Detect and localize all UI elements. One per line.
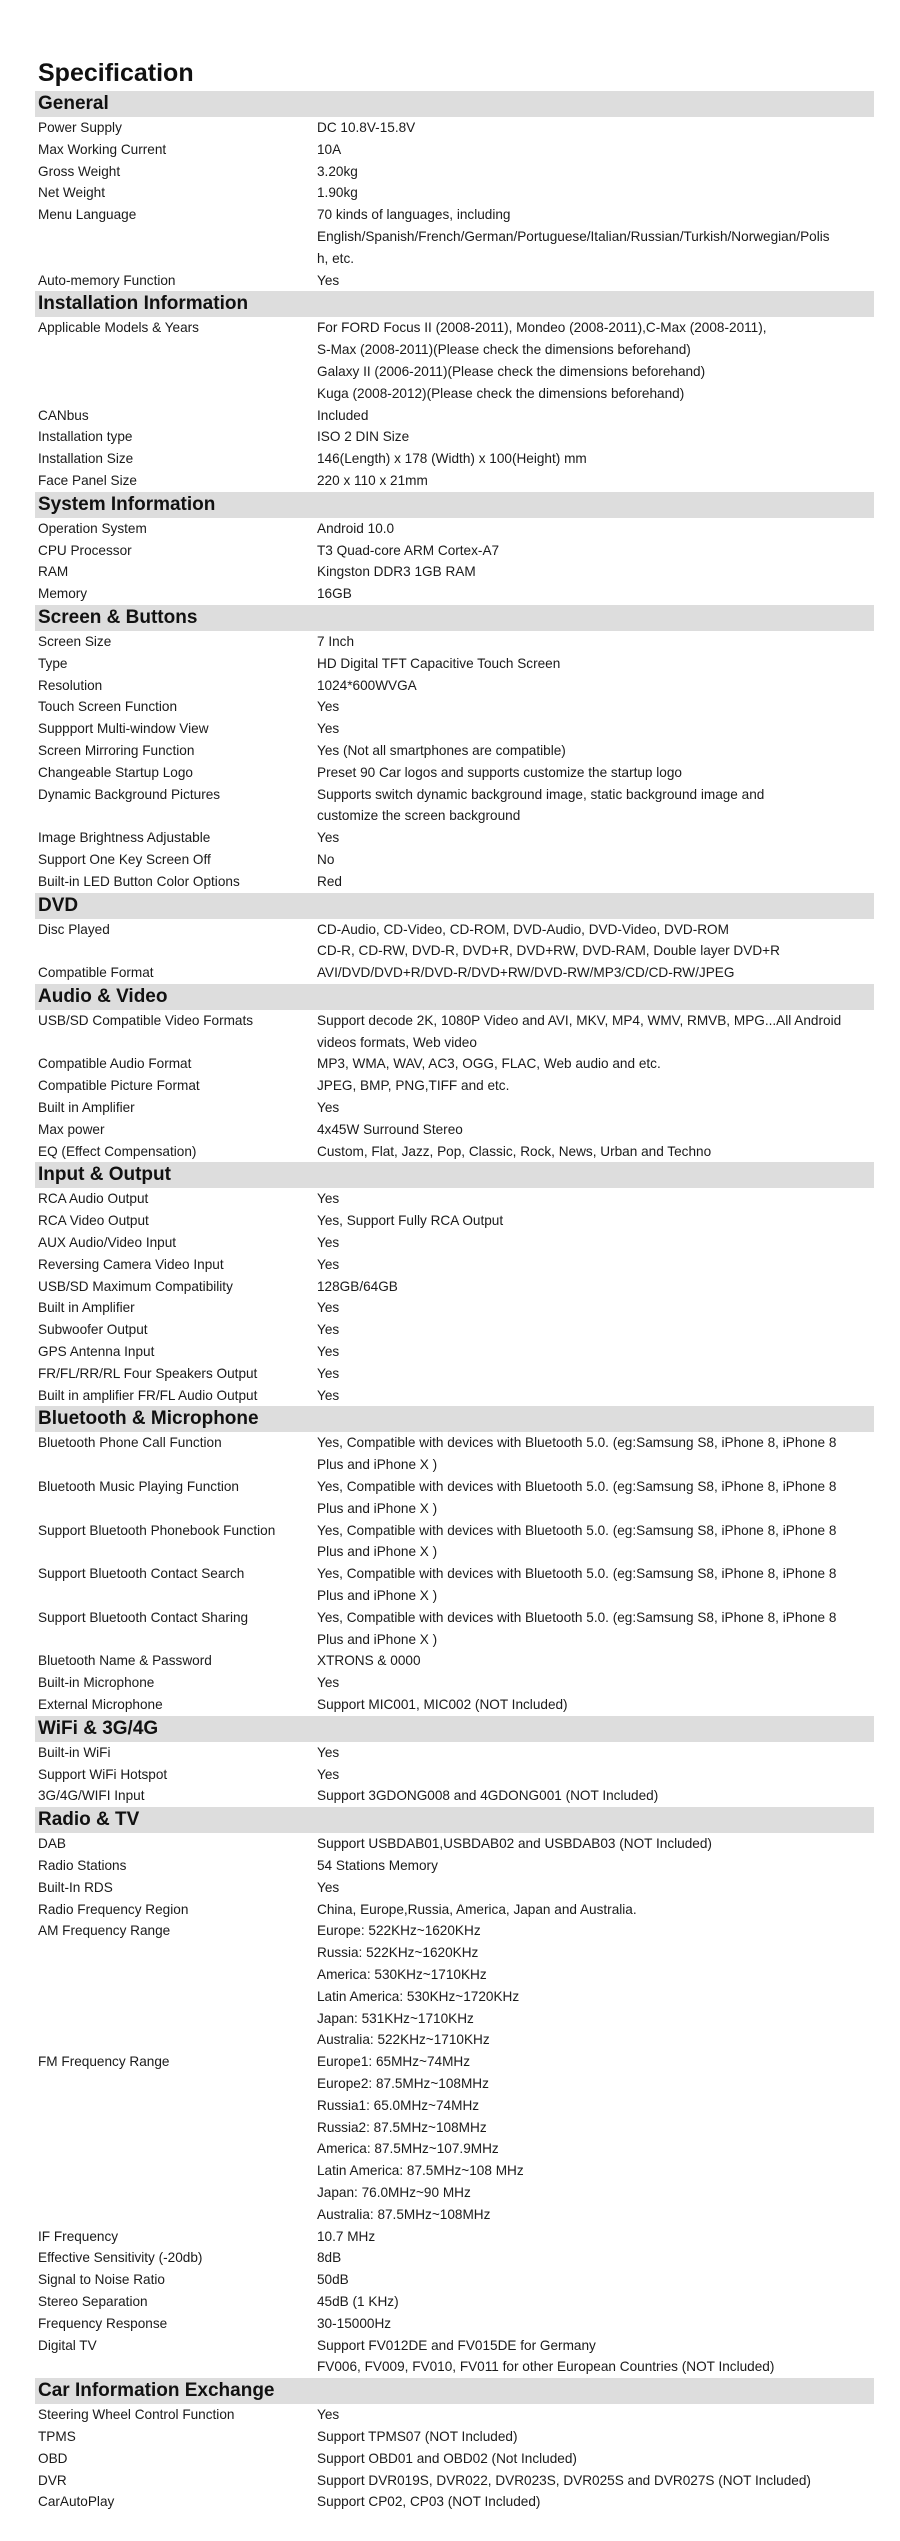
spec-table xyxy=(35,518,874,605)
spec-label: Image Brightness Adjustable xyxy=(38,830,211,846)
spec-section-general xyxy=(35,91,874,291)
spec-value: 1.90kg xyxy=(317,185,358,201)
page-title: Specification xyxy=(38,59,194,87)
spec-row xyxy=(35,1188,874,1210)
spec-label: Support One Key Screen Off xyxy=(38,851,211,867)
spec-value: Preset 90 Car logos and supports customize the startup logo xyxy=(317,764,682,780)
spec-value: Yes xyxy=(317,272,340,288)
spec-label: Type xyxy=(38,655,68,671)
spec-label: Bluetooth Music Playing Function xyxy=(38,1479,239,1495)
spec-label: Auto-memory Function xyxy=(38,272,176,288)
spec-row xyxy=(35,2269,874,2291)
spec-label: Built-in Microphone xyxy=(38,1675,155,1691)
spec-label: Max Working Current xyxy=(38,141,167,157)
spec-label: DAB xyxy=(38,1836,66,1852)
spec-row xyxy=(35,182,874,204)
spec-row xyxy=(35,1742,874,1764)
spec-value: Yes xyxy=(317,1365,340,1381)
spec-value: Yes, Compatible with devices with Bluetooth 5.0. (eg:Samsung S8, iPhone 8, iPhone 8 Plus and iPhone X ) xyxy=(317,1609,837,1647)
spec-row xyxy=(35,1855,874,1877)
spec-value: Yes xyxy=(317,1100,340,1116)
spec-label: Steering Wheel Control Function xyxy=(38,2407,235,2423)
spec-section-wifi-3g-4g xyxy=(35,1716,874,1807)
spec-row xyxy=(35,1920,874,2051)
spec-value: 10A xyxy=(317,141,342,157)
spec-label: USB/SD Maximum Compatibility xyxy=(38,1278,233,1294)
spec-table xyxy=(35,117,874,291)
section-header: Car Information Exchange xyxy=(35,2378,874,2404)
spec-row xyxy=(35,1694,874,1716)
spec-value: DC 10.8V-15.8V xyxy=(317,120,416,135)
spec-table xyxy=(35,317,874,491)
spec-row xyxy=(35,740,874,762)
spec-value: Yes xyxy=(317,1235,340,1251)
spec-row xyxy=(35,1432,874,1476)
spec-label: RAM xyxy=(38,564,69,580)
spec-value: 16GB xyxy=(317,586,352,602)
spec-label: Resolution xyxy=(38,677,103,693)
spec-label: Radio Frequency Region xyxy=(38,1901,189,1917)
spec-row xyxy=(35,718,874,740)
spec-value: 1024*600WVGA xyxy=(317,677,417,693)
spec-table xyxy=(35,1833,874,2378)
spec-value: Yes xyxy=(317,699,340,715)
spec-label: Applicable Models & Years xyxy=(38,320,199,336)
spec-label: Built in Amplifier xyxy=(38,1300,135,1316)
spec-label: Built in amplifier FR/FL Audio Output xyxy=(38,1387,258,1403)
spec-value: 3.20kg xyxy=(317,163,358,179)
spec-row xyxy=(35,1254,874,1276)
spec-row xyxy=(35,2291,874,2313)
spec-table xyxy=(35,1188,874,1406)
spec-label: Memory xyxy=(38,586,88,602)
spec-value: 30-15000Hz xyxy=(317,2315,392,2331)
spec-row xyxy=(35,317,874,404)
spec-label: Built-in WiFi xyxy=(38,1744,111,1760)
spec-label: Compatible Picture Format xyxy=(38,1078,200,1094)
spec-row xyxy=(35,827,874,849)
spec-label: Installation Size xyxy=(38,451,134,467)
spec-label: Bluetooth Phone Call Function xyxy=(38,1435,222,1451)
spec-label: Bluetooth Name & Password xyxy=(38,1653,212,1669)
spec-row xyxy=(35,1297,874,1319)
spec-row xyxy=(35,2226,874,2248)
spec-label: Support Bluetooth Contact Sharing xyxy=(38,1609,249,1625)
spec-row xyxy=(35,2426,874,2448)
spec-section-input-output xyxy=(35,1162,874,1406)
spec-value: JPEG, BMP, PNG,TIFF and etc. xyxy=(317,1078,510,1094)
spec-value: Support MIC001, MIC002 (NOT Included) xyxy=(317,1697,568,1712)
spec-label: DVR xyxy=(38,2472,67,2488)
section-header: DVD xyxy=(35,893,874,919)
spec-value: Kingston DDR3 1GB RAM xyxy=(317,564,476,580)
spec-label: Screen Mirroring Function xyxy=(38,742,195,758)
spec-value: 220 x 110 x 21mm xyxy=(317,472,428,488)
spec-row xyxy=(35,871,874,893)
section-header: Screen & Buttons xyxy=(35,605,874,631)
spec-value: Support OBD01 and OBD02 (Not Included) xyxy=(317,2450,577,2466)
spec-row xyxy=(35,1785,874,1807)
spec-value: Yes xyxy=(317,1744,340,1760)
spec-row xyxy=(35,2335,874,2379)
spec-label: Support Bluetooth Phonebook Function xyxy=(38,1522,276,1538)
spec-row xyxy=(35,1075,874,1097)
spec-value: 10.7 MHz xyxy=(317,2228,376,2244)
spec-row xyxy=(35,631,874,653)
spec-table xyxy=(35,1432,874,1715)
spec-value: Yes xyxy=(317,721,340,737)
spec-label: TPMS xyxy=(38,2428,76,2444)
spec-value: Yes xyxy=(317,1344,340,1360)
spec-value: Yes xyxy=(317,1300,340,1316)
spec-label: Subwoofer Output xyxy=(38,1322,148,1338)
spec-label: Compatible Format xyxy=(38,965,154,981)
spec-value: AVI/DVD/DVD+R/DVD-R/DVD+RW/DVD-RW/MP3/CD/CD-RW/JPEG xyxy=(317,965,735,981)
spec-row xyxy=(35,117,874,139)
section-header: Input & Output xyxy=(35,1162,874,1188)
spec-row xyxy=(35,470,874,492)
spec-value: Support 3GDONG008 and 4GDONG001 (NOT Included) xyxy=(317,1788,659,1804)
spec-label: Suppport Multi-window View xyxy=(38,721,209,737)
spec-label: Signal to Noise Ratio xyxy=(38,2272,165,2288)
spec-label: Compatible Audio Format xyxy=(38,1056,192,1072)
spec-row xyxy=(35,1010,874,1054)
spec-row xyxy=(35,1119,874,1141)
spec-label: Operation System xyxy=(38,520,147,536)
spec-row xyxy=(35,405,874,427)
section-header: Bluetooth & Microphone xyxy=(35,1406,874,1432)
section-header: System Information xyxy=(35,492,874,518)
spec-row xyxy=(35,2313,874,2335)
spec-value: Yes, Compatible with devices with Bluetooth 5.0. (eg:Samsung S8, iPhone 8, iPhone 8 Plus and iPhone X ) xyxy=(317,1522,837,1560)
spec-label: Touch Screen Function xyxy=(38,699,178,715)
spec-row xyxy=(35,1341,874,1363)
spec-row xyxy=(35,270,874,292)
spec-value: 50dB xyxy=(317,2272,349,2288)
spec-row xyxy=(35,1672,874,1694)
spec-row xyxy=(35,583,874,605)
spec-value: Yes xyxy=(317,830,340,846)
spec-label: External Microphone xyxy=(38,1697,163,1712)
spec-value: 4x45W Surround Stereo xyxy=(317,1121,463,1137)
spec-row xyxy=(35,2491,874,2513)
spec-row xyxy=(35,696,874,718)
spec-row xyxy=(35,1363,874,1385)
spec-row xyxy=(35,1319,874,1341)
spec-value: Yes xyxy=(317,1766,340,1782)
spec-row xyxy=(35,1877,874,1899)
spec-value: T3 Quad-core ARM Cortex-A7 xyxy=(317,542,500,558)
spec-value: Yes, Compatible with devices with Bluetooth 5.0. (eg:Samsung S8, iPhone 8, iPhone 8 Plus and iPhone X ) xyxy=(317,1435,837,1473)
spec-row xyxy=(35,1210,874,1232)
spec-row xyxy=(35,1097,874,1119)
spec-value: Support DVR019S, DVR022, DVR023S, DVR025S and DVR027S (NOT Included) xyxy=(317,2472,811,2488)
spec-label: Built-in LED Button Color Options xyxy=(38,873,240,889)
spec-value: Yes xyxy=(317,1191,340,1207)
spec-label: Dynamic Background Pictures xyxy=(38,786,221,802)
spec-row xyxy=(35,1385,874,1407)
spec-value: 54 Stations Memory xyxy=(317,1857,438,1873)
spec-row xyxy=(35,204,874,269)
spec-row xyxy=(35,426,874,448)
spec-value: Red xyxy=(317,873,342,889)
spec-label: Disc Played xyxy=(38,921,110,937)
spec-label: CPU Processor xyxy=(38,542,132,558)
spec-table xyxy=(35,1010,874,1163)
spec-label: RCA Audio Output xyxy=(38,1191,149,1207)
spec-label: Radio Stations xyxy=(38,1857,127,1873)
spec-row xyxy=(35,1520,874,1564)
spec-value: Custom, Flat, Jazz, Pop, Classic, Rock, News, Urban and Techno xyxy=(317,1143,712,1159)
spec-label: Reversing Camera Video Input xyxy=(38,1256,224,1272)
spec-table xyxy=(35,2404,874,2513)
spec-value: CD-Audio, CD-Video, CD-ROM, DVD-Audio, DVD-Video, DVD-ROM CD-R, CD-RW, DVD-R, DVD+R, DVD+RW, DVD-RAM, Double layer DVD+R xyxy=(317,921,780,959)
section-header: Audio & Video xyxy=(35,984,874,1010)
spec-row xyxy=(35,1276,874,1298)
spec-value: 146(Length) x 178 (Width) x 100(Height) mm xyxy=(317,451,587,467)
spec-row xyxy=(35,1764,874,1786)
spec-label: Net Weight xyxy=(38,185,105,201)
spec-section-system-information xyxy=(35,492,874,605)
spec-row xyxy=(35,2247,874,2269)
spec-label: Screen Size xyxy=(38,633,112,649)
spec-row xyxy=(35,919,874,963)
spec-table xyxy=(35,631,874,893)
spec-value: Android 10.0 xyxy=(317,520,395,536)
spec-label: AUX Audio/Video Input xyxy=(38,1235,177,1251)
spec-value: 45dB (1 KHz) xyxy=(317,2293,399,2309)
spec-value: Support FV012DE and FV015DE for Germany FV006, FV009, FV010, FV011 for other European Countries (NOT Included) xyxy=(317,2337,775,2375)
spec-label: Digital TV xyxy=(38,2337,97,2353)
spec-value: No xyxy=(317,851,335,867)
spec-value: Yes xyxy=(317,1879,340,1895)
spec-label: Frequency Response xyxy=(38,2315,168,2331)
spec-label: Face Panel Size xyxy=(38,472,137,488)
spec-label: Power Supply xyxy=(38,120,122,135)
spec-value: Included xyxy=(317,407,369,423)
spec-label: 3G/4G/WIFI Input xyxy=(38,1788,145,1804)
spec-sections xyxy=(35,91,874,2513)
spec-label: AM Frequency Range xyxy=(38,1923,171,1939)
spec-label: Support Bluetooth Contact Search xyxy=(38,1566,245,1582)
spec-label: Effective Sensitivity (-20db) xyxy=(38,2250,203,2266)
spec-section-radio-tv xyxy=(35,1807,874,2378)
spec-label: Changeable Startup Logo xyxy=(38,764,193,780)
spec-label: Max power xyxy=(38,1121,105,1137)
spec-row xyxy=(35,2051,874,2225)
spec-label: OBD xyxy=(38,2450,68,2466)
spec-value: Yes, Support Fully RCA Output xyxy=(317,1213,504,1229)
spec-table xyxy=(35,1742,874,1807)
section-header: Radio & TV xyxy=(35,1807,874,1833)
spec-row xyxy=(35,1053,874,1075)
spec-row xyxy=(35,139,874,161)
spec-value: Support TPMS07 (NOT Included) xyxy=(317,2428,518,2444)
spec-value: 70 kinds of languages, including English/Spanish/French/German/Portuguese/Italian/Russian/Turkish/Norwegian/Polis h, etc. xyxy=(317,207,830,266)
spec-value: 128GB/64GB xyxy=(317,1278,398,1294)
spec-label: Support WiFi Hotspot xyxy=(38,1766,168,1782)
spec-label: CANbus xyxy=(38,407,89,423)
spec-value: 8dB xyxy=(317,2250,342,2266)
spec-value: Yes, Compatible with devices with Bluetooth 5.0. (eg:Samsung S8, iPhone 8, iPhone 8 Plus and iPhone X ) xyxy=(317,1566,837,1604)
spec-label: CarAutoPlay xyxy=(38,2494,115,2510)
spec-row xyxy=(35,1607,874,1651)
spec-value: For FORD Focus II (2008-2011), Mondeo (2008-2011),C-Max (2008-2011), S-Max (2008-2011)(Please check the dimensions beforehand) Galaxy II (2006-2011)(Please check the dimensions beforehand) Kuga (2008-2012)(Please check the dimensions beforehand) xyxy=(317,320,767,401)
spec-table xyxy=(35,919,874,984)
spec-section-car-information-exchange xyxy=(35,2378,874,2513)
spec-row xyxy=(35,1232,874,1254)
spec-label: Built-In RDS xyxy=(38,1879,113,1895)
spec-row xyxy=(35,1476,874,1520)
spec-section-dvd xyxy=(35,893,874,984)
spec-label: USB/SD Compatible Video Formats xyxy=(38,1012,254,1028)
spec-row xyxy=(35,1899,874,1921)
spec-row xyxy=(35,762,874,784)
spec-value: Support USBDAB01,USBDAB02 and USBDAB03 (NOT Included) xyxy=(317,1836,712,1852)
spec-value: Yes xyxy=(317,1675,340,1691)
spec-section-audio-video xyxy=(35,984,874,1163)
spec-row xyxy=(35,1650,874,1672)
spec-value: Yes, Compatible with devices with Bluetooth 5.0. (eg:Samsung S8, iPhone 8, iPhone 8 Plus and iPhone X ) xyxy=(317,1479,837,1516)
spec-label: EQ (Effect Compensation) xyxy=(38,1143,197,1159)
spec-label: IF Frequency xyxy=(38,2228,119,2244)
spec-value: ISO 2 DIN Size xyxy=(317,429,410,445)
spec-value: Yes xyxy=(317,2407,340,2423)
spec-row xyxy=(35,1141,874,1163)
spec-label: FM Frequency Range xyxy=(38,2054,170,2070)
spec-label: FR/FL/RR/RL Four Speakers Output xyxy=(38,1365,258,1381)
section-header: WiFi & 3G/4G xyxy=(35,1716,874,1742)
spec-row xyxy=(35,2470,874,2492)
spec-value: XTRONS & 0000 xyxy=(317,1653,421,1669)
spec-row xyxy=(35,161,874,183)
spec-row xyxy=(35,448,874,470)
spec-row xyxy=(35,1833,874,1855)
spec-section-bluetooth-microphone xyxy=(35,1406,874,1715)
spec-label: Built in Amplifier xyxy=(38,1100,135,1116)
spec-row xyxy=(35,653,874,675)
spec-value: MP3, WMA, WAV, AC3, OGG, FLAC, Web audio and etc. xyxy=(317,1056,661,1072)
spec-section-installation-information xyxy=(35,291,874,491)
spec-value: Yes xyxy=(317,1387,340,1403)
spec-row xyxy=(35,675,874,697)
spec-value: Europe: 522KHz~1620KHz Russia: 522KHz~1620KHz America: 530KHz~1710KHz Latin America: 530KHz~1720KHz Japan: 531KHz~1710KHz Australia: 522KHz~1710KHz xyxy=(317,1923,520,2048)
section-header: General xyxy=(35,91,874,117)
spec-value: Europe1: 65MHz~74MHz Europe2: 87.5MHz~108MHz Russia1: 65.0MHz~74MHz Russia2: 87.5MHz~108MHz America: 87.5MHz~107.9MHz Latin America: 87.5MHz~108 MHz Japan: 76.0MHz~90 MHz Australia: 87.5MHz~108MHz xyxy=(317,2054,524,2222)
spec-value: Yes xyxy=(317,1256,340,1272)
spec-row xyxy=(35,849,874,871)
spec-row xyxy=(35,2404,874,2426)
spec-value: 7 Inch xyxy=(317,633,355,649)
section-header: Installation Information xyxy=(35,291,874,317)
spec-value: HD Digital TFT Capacitive Touch Screen xyxy=(317,655,561,671)
spec-row xyxy=(35,561,874,583)
spec-value: Support decode 2K, 1080P Video and AVI, MKV, MP4, WMV, RMVB, MPG...All Android videos formats, Web video xyxy=(317,1012,842,1050)
spec-row xyxy=(35,540,874,562)
spec-row xyxy=(35,784,874,828)
spec-value: Supports switch dynamic background image, static background image and customize the screen background xyxy=(317,786,765,824)
spec-label: Stereo Separation xyxy=(38,2293,148,2309)
spec-label: RCA Video Output xyxy=(38,1213,149,1229)
spec-value: Yes xyxy=(317,1322,340,1338)
spec-label: Gross Weight xyxy=(38,163,121,179)
spec-value: China, Europe,Russia, America, Japan and Australia. xyxy=(317,1901,637,1917)
spec-row xyxy=(35,2448,874,2470)
spec-value: Yes (Not all smartphones are compatible) xyxy=(317,742,566,758)
spec-label: Menu Language xyxy=(38,207,137,223)
spec-row xyxy=(35,962,874,984)
spec-label: GPS Antenna Input xyxy=(38,1344,155,1360)
spec-row xyxy=(35,518,874,540)
spec-value: Support CP02, CP03 (NOT Included) xyxy=(317,2494,541,2510)
spec-label: Installation type xyxy=(38,429,133,445)
spec-row xyxy=(35,1563,874,1607)
spec-section-screen-buttons xyxy=(35,605,874,893)
